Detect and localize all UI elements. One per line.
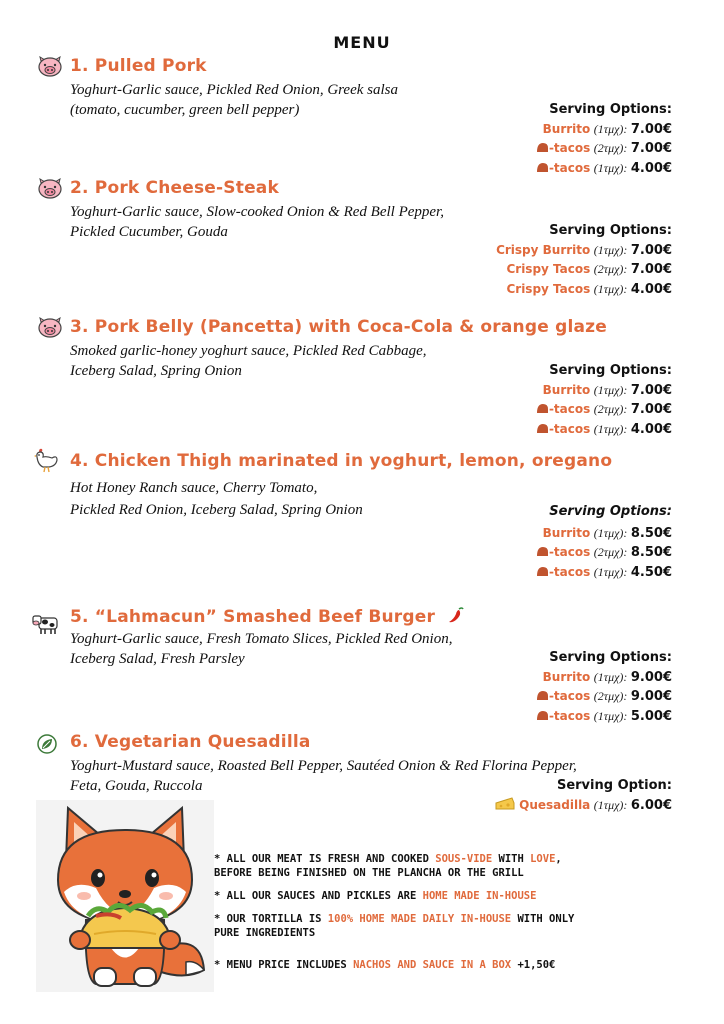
taco-icon [536,690,549,701]
serving-options [496,221,672,299]
option-row: Burrito (1τμχ): 7.00€ [542,382,672,398]
serving-options [536,100,672,178]
serving-options-title: Serving Options: [549,223,672,238]
taco-icon [536,710,549,721]
item-title: 5. “Lahmacun” Smashed Beef Burger [70,606,465,627]
option-row: -tacos (2τμχ): 7.00€ [536,400,672,420]
taco-icon [536,162,549,173]
note-sauces: * ALL OUR SAUCES AND PICKLES ARE HOME MADE IN-HOUSE [214,890,537,902]
cow-icon [31,612,61,636]
option-row: Crispy Tacos (1τμχ): 4.00€ [506,281,672,297]
note-tortilla: * OUR TORTILLA IS 100% HOME MADE DAILY IN-HOUSE WITH ONLY PURE INGREDIENTS [214,913,575,939]
item-title: 3. Pork Belly (Pancetta) with Coca-Cola & orange glaze [70,317,607,337]
leaf-icon [37,734,57,754]
option-row: Burrito (1τμχ): 8.50€ [542,525,672,541]
chili-pepper-icon [447,606,465,624]
option-row: -tacos (1τμχ): 4.50€ [536,563,672,583]
note-menu-price: * MENU PRICE INCLUDES NACHOS AND SAUCE IN A BOX +1,50€ [214,959,556,971]
fox-mascot-illustration [36,800,214,992]
serving-options-title: Serving Options: [549,363,672,378]
option-row: Burrito (1τμχ): 7.00€ [542,121,672,137]
option-row: Crispy Tacos (2τμχ): 7.00€ [506,262,672,277]
pig-icon [37,317,63,339]
taco-icon [536,546,549,557]
option-row: -tacos (1τμχ): 4.00€ [536,420,672,440]
item-description: Yoghurt-Garlic sauce, Pickled Red Onion, Greek salsa (tomato, cucumber, green bell pepper) [70,82,399,118]
item-title: 4. Chicken Thigh marinated in yoghurt, lemon, oregano [70,451,613,471]
option-row: -tacos (2τμχ): 7.00€ [536,139,672,159]
pig-icon [37,178,63,200]
serving-options [536,502,672,582]
option-row: -tacos (1τμχ): 4.00€ [536,159,672,179]
menu-title: MENU [333,33,391,52]
option-row: -tacos (2τμχ): 9.00€ [536,687,672,707]
item-description: Hot Honey Ranch sauce, Cherry Tomato, Pickled Red Onion, Iceberg Salad, Spring Onion [70,480,363,518]
option-row: Burrito (1τμχ): 9.00€ [542,669,672,685]
serving-options-title: Serving Options: [549,650,672,665]
item-title: 1. Pulled Pork [70,56,207,76]
item-title: 6. Vegetarian Quesadilla [70,732,311,752]
option-row: Crispy Burrito (1τμχ): 7.00€ [496,242,672,258]
item-description: Yoghurt-Garlic sauce, Slow-cooked Onion & Red Bell Pepper, Pickled Cucumber, Gouda [70,204,444,240]
taco-icon [536,423,549,434]
serving-options-title: Serving Options: [549,504,672,519]
option-row: -tacos (2τμχ): 8.50€ [536,543,672,563]
serving-options-title: Serving Options: [549,102,672,117]
option-row: Quesadilla (1τμχ): 6.00€ [495,796,672,816]
pig-icon [37,56,63,78]
chicken-icon [33,447,59,473]
item-description: Yoghurt-Garlic sauce, Fresh Tomato Slices, Pickled Red Onion, Iceberg Salad, Fresh Parsley [70,631,453,667]
serving-options-title: Serving Option: [556,778,672,793]
serving-options [536,648,672,726]
cheese-icon [495,797,515,811]
serving-options [536,361,672,439]
option-row: -tacos (1τμχ): 5.00€ [536,707,672,727]
item-description: Smoked garlic-honey yoghurt sauce, Pickled Red Cabbage, Iceberg Salad, Spring Onion [70,343,427,379]
item-description: Yoghurt-Mustard sauce, Roasted Bell Pepper, Sautéed Onion & Red Florina Pepper, Feta, Gouda, Ruccola [70,758,577,794]
note-sous-vide: * ALL OUR MEAT IS FRESH AND COOKED SOUS-VIDE WITH LOVE, BEFORE BEING FINISHED ON THE PLANCHA OR THE GRILL [214,853,562,879]
taco-icon [536,142,549,153]
taco-icon [536,403,549,414]
taco-icon [536,566,549,577]
item-title: 2. Pork Cheese-Steak [70,178,279,198]
serving-options [495,776,672,815]
